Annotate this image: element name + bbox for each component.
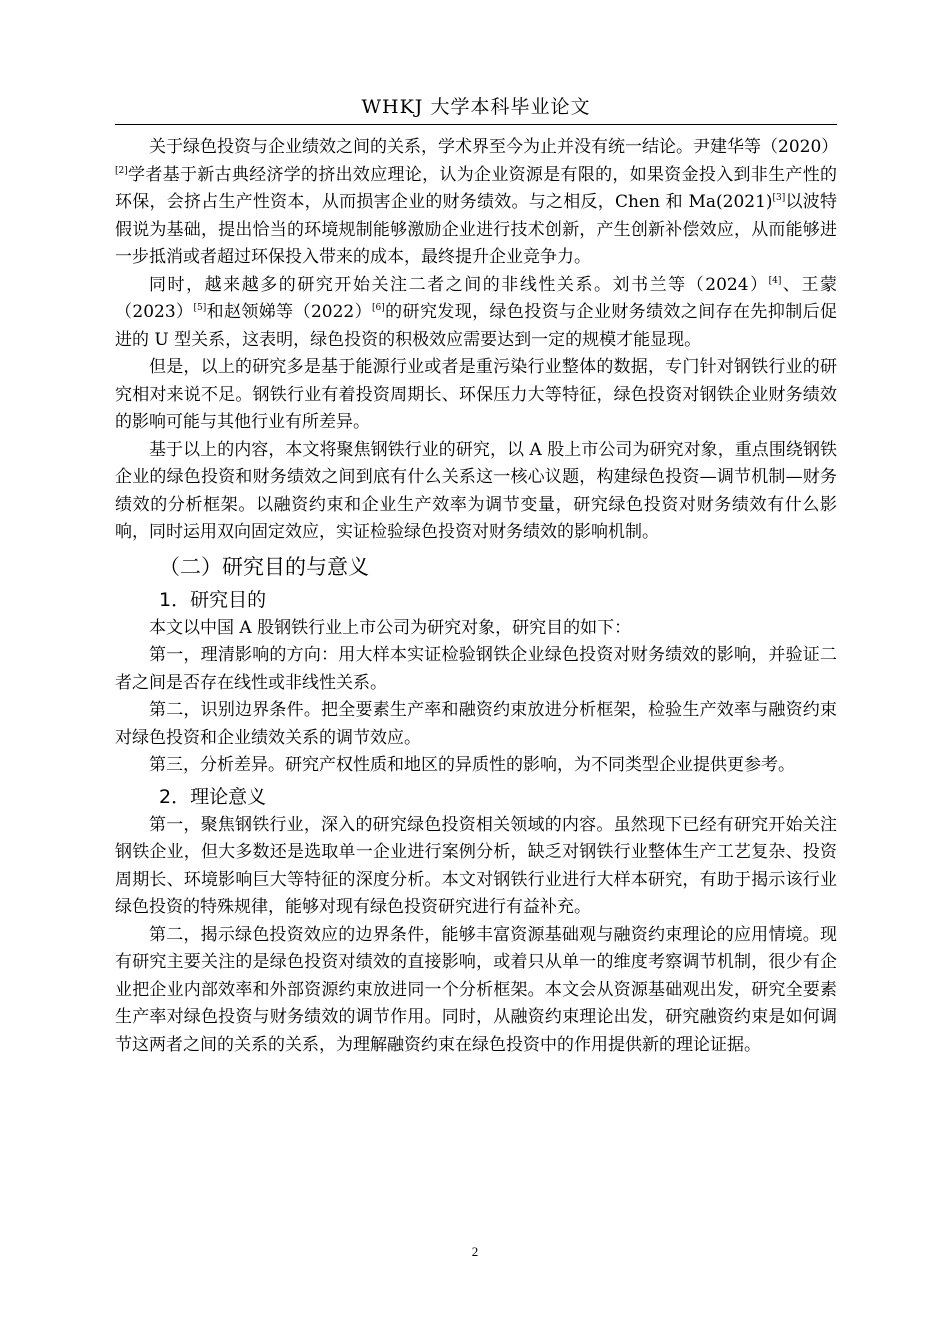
paragraph-intro-4: 基于以上的内容，本文将聚焦钢铁行业的研究，以 A 股上市公司为研究对象，重点围绕钢铁企业的绿色投资和财务绩效之间到底有什么关系这一核心议题，构建绿色投资—调节机制—财务绩效的分析框架。以融资约束和企业生产效率为调节变量，研究绿色投资对财务绩效有什么影响，同时运用双向固定效应，实证检验绿色投资对财务绩效的影响机制。 (115, 439, 837, 542)
paragraph-intro-1: 关于绿色投资与企业绩效之间的关系，学术界至今为止并没有统一结论。尹建华等（2020）[2]学者基于新古典经济学的挤出效应理论，认为企业资源是有限的，如果资金投入到非生产性的环保，会挤占生产性资本，从而损害企业的财务绩效。与之相反，Chen 和 Ma(2021)[3]以波特假说为基础，提出恰当的环境规制能够激励企业进行技术创新，产生创新补偿效应，从而能够进一步抵消或者超过环保投入带来的成本，最终提升企业竞争力。 (115, 137, 839, 267)
citation: [6] (372, 303, 385, 313)
subsection-heading-purpose: 1．研究目的 (159, 588, 267, 611)
paragraph-theory-2: 第二，揭示绿色投资效应的边界条件，能够丰富资源基础观与融资约束理论的应用情境。现有研究主要关注的是绿色投资对绩效的直接影响，或着只从单一的维度考察调节机制，很少有企业把企业内部效率和外部资源约束放进同一个分析框架。本文会从资源基础观出发，研究全要素生产率对绿色投资与财务绩效的调节作用。同时，从融资约束理论出发，研究融资约束是如何调节这两者之间的关系的关系，为理解融资约束在绿色投资中的作用提供新的理论证据。 (115, 924, 837, 1055)
page-number: 2 (471, 1244, 479, 1259)
citation: [5] (193, 303, 207, 313)
paragraph-intro-3: 但是，以上的研究多是基于能源行业或者是重污染行业整体的数据，专门针对钢铁行业的研究相对来说不足。钢铁行业有着投资周期长、环保压力大等特征，绿色投资对钢铁企业财务绩效的影响可能与其他行业有所差异。 (115, 357, 837, 432)
subsection-heading-theory: 2．理论意义 (159, 785, 267, 808)
paragraph-purpose-2: 第二，识别边界条件。把全要素生产率和融资约束放进分析框架，检验生产效率与融资约束对绿色投资和企业绩效关系的调节效应。 (115, 700, 837, 748)
paragraph-intro-2: 同时，越来越多的研究开始关注二者之间的非线性关系。刘书兰等（2024）[4]、王蒙（2023）[5]和赵领娣等（2022）[6]的研究发现，绿色投资与企业财务绩效之间存在先抑制后促进的 U 型关系，这表明，绿色投资的积极效应需要达到一定的规模才能显现。 (115, 274, 838, 350)
header-divider (115, 124, 837, 125)
citation: [4] (768, 275, 782, 286)
section-heading: （二）研究目的与意义 (159, 554, 369, 579)
paragraph-purpose-3: 第三，分析差异。研究产权性质和地区的异质性的影响，为不同类型企业提供更参考。 (149, 755, 795, 775)
citation: [3] (772, 193, 786, 203)
paragraph-theory-1: 第一，聚焦钢铁行业，深入的研究绿色投资相关领域的内容。虽然现下已经有研究开始关注钢铁企业，但大多数还是选取单一企业进行案例分析，缺乏对钢铁行业整体生产工艺复杂、投资周期长、环境影响巨大等特征的深度分析。本文对钢铁行业进行大样本研究，有助于揭示该行业绿色投资的特殊规律，能够对现有绿色投资研究进行有益补充。 (115, 814, 837, 917)
citation: [2] (115, 165, 128, 176)
paragraph-purpose-1: 第一，理清影响的方向：用大样本实证检验钢铁企业绿色投资对财务绩效的影响，并验证二者之间是否存在线性或非线性关系。 (115, 645, 837, 693)
page-header: WHKJ 大学本科毕业论文 (361, 96, 591, 118)
body-text (115, 134, 837, 1059)
paragraph-purpose-intro: 本文以中国 A 股钢铁行业上市公司为研究对象，研究目的如下： (149, 617, 632, 638)
